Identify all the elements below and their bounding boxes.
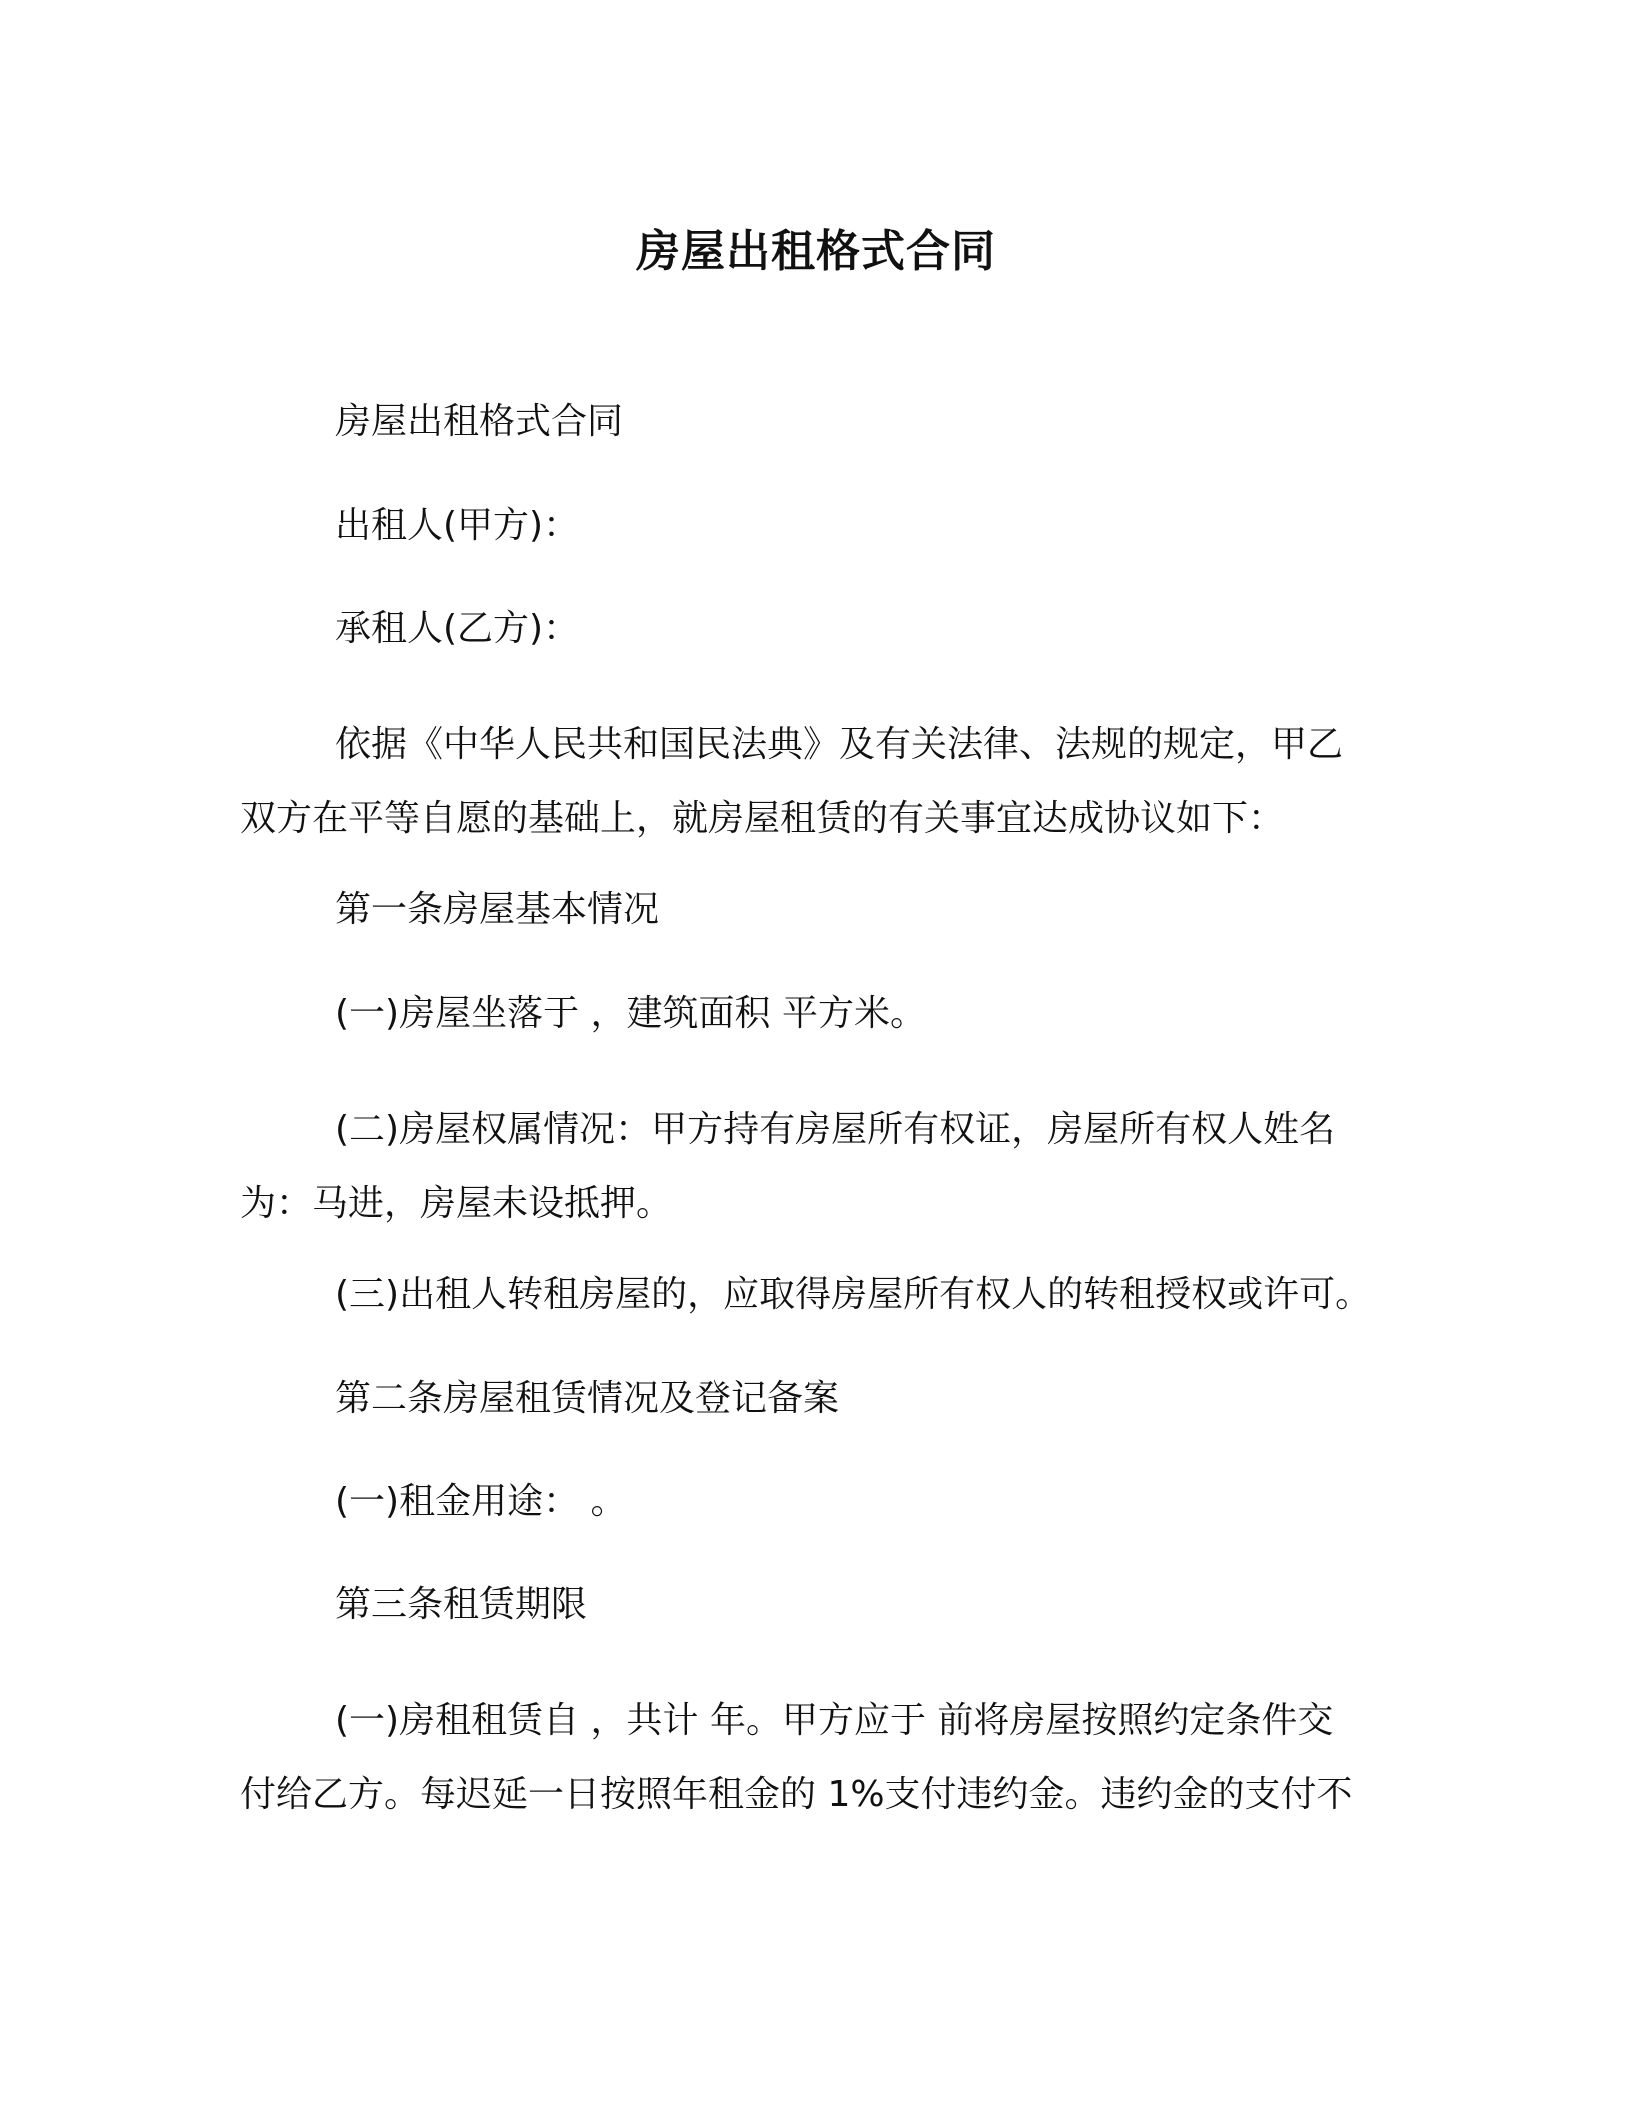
paragraph-line: 第一条房屋基本情况: [335, 889, 660, 930]
article-3-clause-1: [240, 1684, 1392, 1832]
paragraph-line: (二)房屋权属情况：甲方持有房屋所有权证，房屋所有权人姓名: [335, 1109, 1336, 1150]
paragraph-line: 承租人(乙方)：: [335, 608, 580, 649]
paragraph-heading: [240, 398, 1392, 446]
paragraph-line: 依据《中华人民共和国民法典》及有关法律、法规的规定，甲乙: [335, 724, 1344, 765]
article-1-clause-2: [240, 1093, 1392, 1241]
paragraph-line: 为：马进，房屋未设抵押。: [240, 1183, 673, 1224]
article-1-heading: [240, 886, 1392, 934]
article-2-clause-1: [240, 1478, 1392, 1526]
paragraph-line: 第二条房屋租赁情况及登记备案: [335, 1378, 840, 1419]
paragraph-line: (三)出租人转租房屋的，应取得房屋所有权人的转租授权或许可。: [335, 1274, 1372, 1315]
paragraph-line: (一)房租租赁自 ，共计 年。甲方应于 前将房屋按照约定条件交: [335, 1700, 1334, 1741]
paragraph-line: (一)租金用途： 。: [335, 1481, 627, 1522]
article-2-heading: [240, 1375, 1392, 1423]
paragraph-line: 第三条租赁期限: [335, 1584, 588, 1625]
paragraph-line: (一)房屋坐落于 ，建筑面积 平方米。: [335, 993, 926, 1034]
paragraph-lessee: [240, 605, 1392, 653]
document-title: 房屋出租格式合同: [636, 226, 996, 277]
paragraph-line: 出租人(甲方)：: [335, 505, 580, 546]
paragraph-preamble: [240, 708, 1392, 856]
paragraph-line: 双方在平等自愿的基础上，就房屋租赁的有关事宜达成协议如下：: [240, 798, 1285, 839]
article-1-clause-1: [240, 990, 1392, 1038]
paragraph-line: 房屋出租格式合同: [335, 401, 624, 442]
paragraph-lessor: [240, 502, 1392, 550]
article-1-clause-3: [240, 1271, 1392, 1319]
paragraph-line: 付给乙方。每迟延一日按照年租金的 1%支付违约金。违约金的支付不: [240, 1774, 1353, 1815]
article-3-heading: [240, 1581, 1392, 1629]
